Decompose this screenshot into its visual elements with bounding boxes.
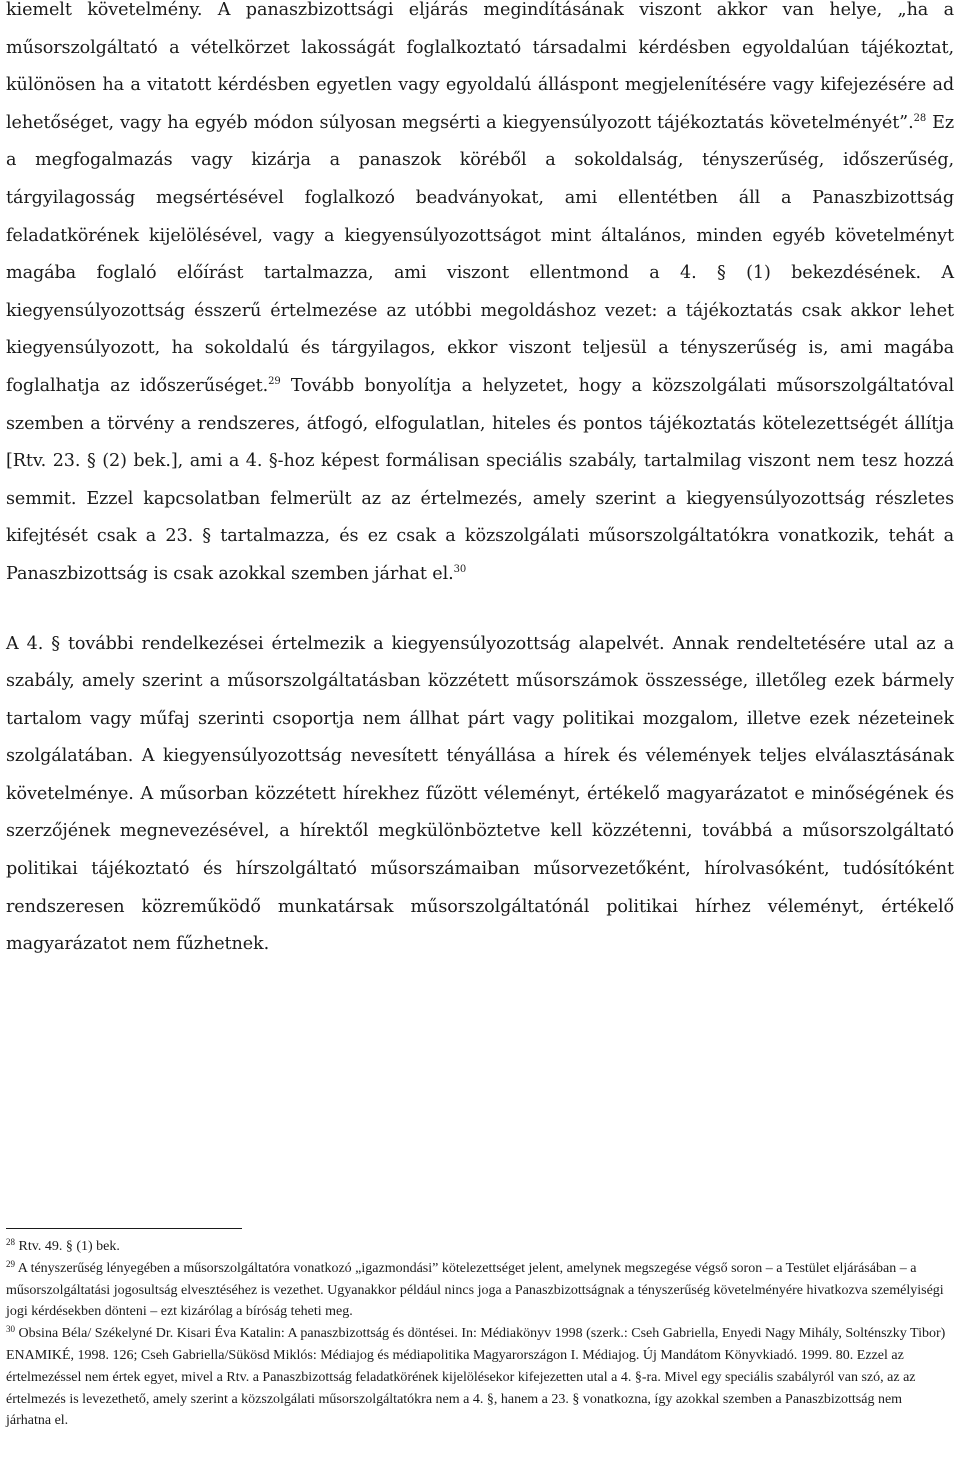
footnote-28: [6, 1236, 950, 1258]
footnote-30: [6, 1323, 950, 1432]
footnote-number: 28: [6, 1237, 15, 1247]
footnotes-section: [6, 1236, 950, 1432]
paragraph-1-text-c: Tovább bonyolítja a helyzetet, hogy a közszolgálati műsorszolgáltatóval szemben a törvény a rendszeres, átfogó, elfogulatlan, hiteles és pontos tájékoztatás kötelezettségét állítja [Rtv. 23. § (2) bek.], ami a 4. §-hoz képest formálisan speciális szabály, tartalmilag viszont nem tesz hozzá semmit. Ezzel kapcsolatban felmerült az az értelmezés, amely szerint a kiegyensúlyozottság részletes kifejtését csak a 23. § tartalmazza, és ez csak a közszolgálati műsorszolgáltatókra vonatkozik, tehát a Panaszbizottság is csak azokkal szemben járhat el.: [6, 375, 954, 584]
body-paragraph-2: [6, 626, 954, 964]
footnote-separator: [6, 1228, 242, 1229]
document-page: [6, 0, 954, 964]
paragraph-2-text: A 4. § további rendelkezései értelmezik a kiegyensúlyozottság alapelvét. Annak rendeltetésére utal az a szabály, amely szerint a műsorszolgáltatásban közzétett műsorszámok összessége, illetőleg ezek bármely tartalom vagy műfaj szerinti csoportja nem állhat párt vagy politikai mozgalom, illetve ezek nézeteinek szolgálatában. A kiegyensúlyozottság nevesített tényállása a hírek és vélemények teljes elválasztásának követelménye. A műsorban közzétett hírekhez fűzött véleményt, értékelő magyarázatot e minőségének és szerzőjének megnevezésével, a hírektől megkülönböztetve kell közzétenni, továbbá a műsorszolgáltató politikai tájékoztató és hírszolgáltató műsorszámaiban műsorvezetőként, hírolvasóként, tudósítóként rendszeresen közreműködő munkatársak műsorszolgáltatónál politikai hírhez véleményt, értékelő magyarázatot nem fűzhetnek.: [6, 633, 954, 955]
body-paragraph-1: [6, 0, 954, 594]
footnote-number: 30: [6, 1324, 15, 1335]
footnote-text: Obsina Béla/ Székelyné Dr. Kisari Éva Katalin: A panaszbizottság és döntései. In: Médiakönyv 1998 (szerk.: Cseh Gabriella, Enyedi Nagy Mihály, Solténszky Tibor) ENAMIKÉ, 1998. 126; Cseh Gabriella/Sükösd Miklós: Médiajog és médiapolitika Magyarországon I. Médiajog. Új Mandátom Könyvkiadó. 1999. 80. Ezzel az értelmezéssel nem értek egyet, mivel a Rtv. a Panaszbizottság feladatkörének kijelölésekor kifejezetten utal a 4. §-ra. Mivel egy speciális szabályról van szó, az az értelmezés is levezethető, amely szerint a közszolgálati műsorszolgáltatókra nem a 4. §, hanem a 23. § vonatkozna, így azokkal szemben a Panaszbizottság nem járhatna el.: [6, 1326, 946, 1429]
footnote-number: 29: [6, 1258, 15, 1269]
footnote-ref-28[interactable]: 28: [913, 112, 927, 124]
footnote-text: Rtv. 49. § (1) bek.: [18, 1239, 120, 1254]
footnote-text: A tényszerűség lényegében a műsorszolgáltatóra vonatkozó „igazmondási” kötelezettséget jelent, amelynek megszegése végső soron – a Testület eljárásában – a műsorszolgáltatási jogosultság elvesztéséhez is vezethet. Ugyanakkor például nincs joga a Panaszbizottságnak a tényszerűség követelményére hivatkozva személyiségi jogi kérdésekben dönteni – ezt kizárólag a bíróság teheti meg.: [6, 1260, 944, 1320]
paragraph-1-text-a: kiemelt követelmény. A panaszbizottsági eljárás megindításának viszont akkor van helye, „ha a műsorszolgáltató a vételkörzet lakosságát foglalkoztató társadalmi kérdésben egyoldalúan tájékoztat, különösen ha a vitatott kérdésben egyetlen vagy egyoldalú álláspont megjelenítésére vagy kifejezésére ad lehetőséget, vagy ha egyéb módon súlyosan megsérti a kiegyensúlyozott tájékoztatás követelményét”.: [6, 0, 954, 133]
paragraph-1-text-b: Ez a megfogalmazás vagy kizárja a panaszok köréből a sokoldalság, tényszerűség, időszerűség, tárgyilagosság megsértésével foglalkozó beadványokat, ami ellentétben áll a Panaszbizottság feladatkörének kijelölésével, vagy a kiegyensúlyozottságot mint általános, minden egyéb követelményt magába foglaló előírást tartalmazza, ami viszont ellentmond a 4. § (1) bekezdésének. A kiegyensúlyozottság ésszerű értelmezése az utóbbi megoldáshoz vezet: a tájékoztatás csak akkor lehet kiegyensúlyozott, ha sokoldalú és tárgyilagos, ekkor viszont teljesül a tényszerűség is, ami magába foglalhatja az időszerűséget.: [6, 112, 954, 396]
footnote-ref-30[interactable]: 30: [453, 563, 467, 575]
footnote-ref-29[interactable]: 29: [268, 375, 281, 387]
footnote-29: [6, 1258, 950, 1323]
